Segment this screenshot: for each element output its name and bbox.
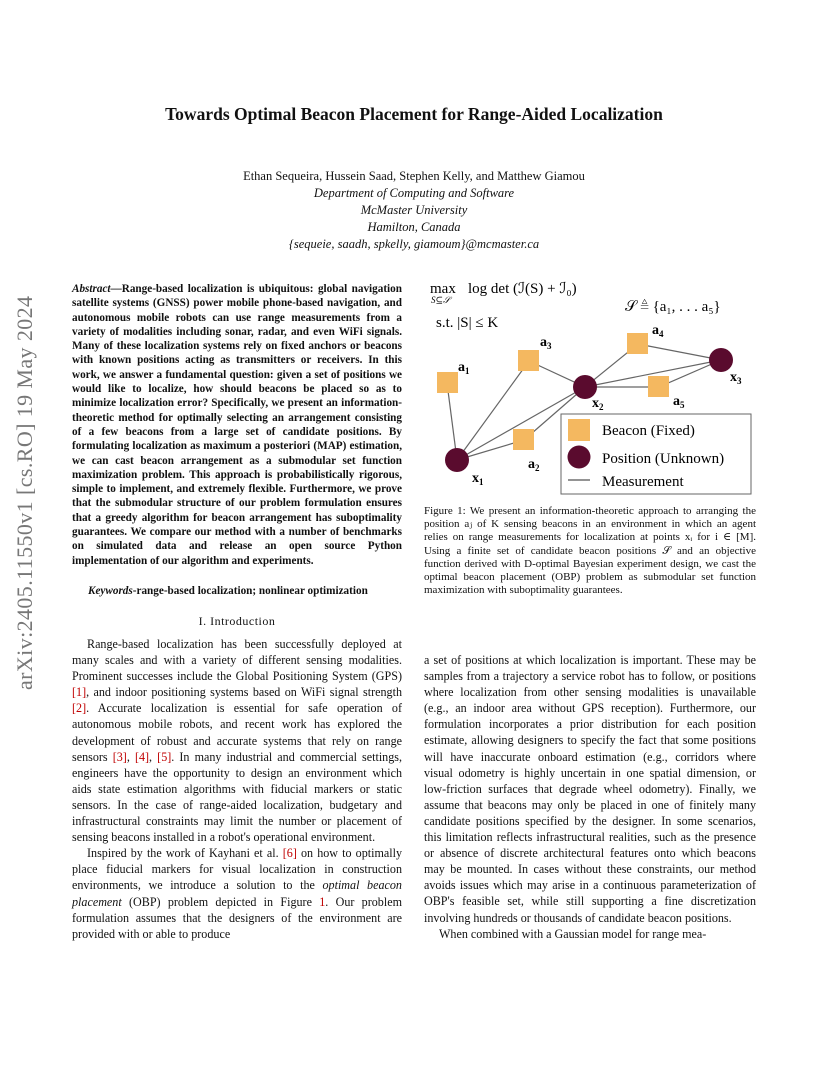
citation-link[interactable]: [1]	[72, 685, 87, 700]
intro-paragraph-4: When combined with a Gaussian model for range mea-	[439, 926, 707, 941]
intro-paragraph-2	[72, 845, 402, 942]
text-run: Range-based localization has been successfully deployed at many scales and with a variety of different sensing modalities. Prominent successes include the Global Positioning System (GPS)	[72, 637, 402, 684]
abstract-lead: Abstract	[72, 283, 111, 295]
legend-measurement-label: Measurement	[602, 474, 684, 490]
label-x1: $x_1$	[472, 471, 484, 487]
citation-link[interactable]: [6]	[282, 846, 297, 861]
objective-sub: S⊆𝒮	[431, 295, 451, 305]
beacon-a5	[648, 376, 669, 397]
legend-beacon-label: Beacon (Fixed)	[602, 423, 695, 439]
text-run: (OBP) problem depicted in Figure	[121, 894, 320, 909]
keywords-lead: Keywords	[88, 585, 133, 597]
citation-link[interactable]: [2]	[72, 701, 87, 716]
abstract-text: —Range-based localization is ubiquitous: global navigation satellite systems (GNSS) power mobile phone-based navigation, and autonomous mobile robots can use range measurements from a variety of modalities including sonar, radar, and even WiFi signals. Many of these localization systems rely on fixed anchors or beacons with known positions acting as transmitters or receivers. In this work, we answer a fundamental question: given a set of positions we would like to localize, how should beacons be placed so as to minimize localization error? Specifically, we present an information-theoretic method for optimally selecting an arrangement consisting of a few beacons from a large set of candidate positions. By formulating localization as maximum a posteriori (MAP) estimation, we can cast beacon arrangement as a submodular set function maximization problem. This approach is probabilistically rigorous, simple to implement, and extremely flexible. Furthermore, we prove that the submodular structure of our problem formulation ensures that a greedy algorithm for beacon arrangement has suboptimality guarantees. We compare our method with a number of benchmarks on simulated data and release an open source Python implementation of our algorithm and experiments.	[72, 283, 402, 567]
text-run: . Accurate localization is essential for safe operation of autonomous mobile robots, and recent work has explored the development of robust and accurate systems that rely on range sensors	[72, 701, 402, 764]
objective-expr: log det (ℐ(S) + ℐ₀)	[468, 281, 577, 297]
citation-link[interactable]: [4]	[134, 749, 150, 764]
text-run: Inspired by the work of Kayhani et al.	[87, 846, 283, 861]
beacon-a2	[513, 429, 534, 450]
figure-caption: Figure 1: We present an information-theoretic approach to arranging the position aⱼ of K sensing beacons in an environment in which an agent relies on range measurements for localization at points xᵢ for i ∈ [M]. Using a finite set of candidate beacon positions 𝒮 and an objective function derived with D-optimal Bayesian experiment design, we cast the optimal beacon placement (OBP) problem as submodular set function maximization with suboptimality guarantees.	[424, 505, 756, 597]
text-run: . In many industrial and commercial settings, engineers have the opportunity to design an environment which aids state estimation algorithms with fiducial markers or static sensors. In the case of range-aided localization, budgetary and infrastructural constraints may limit the number or placement of sensing beacons installed in a robot's operational environment.	[72, 749, 403, 845]
figure-1	[420, 272, 760, 502]
label-a4: $a_4$	[652, 323, 664, 339]
intro-column-right	[424, 652, 756, 942]
legend	[561, 414, 751, 494]
text-run: , and indoor positioning systems based on WiFi signal strength	[86, 685, 402, 700]
author-location: Hamilton, Canada	[367, 220, 461, 234]
intro-column-left	[72, 636, 402, 942]
paper-title: Towards Optimal Beacon Placement for Range-Aided Localization	[165, 104, 663, 124]
keywords-text: -range-based localization; nonlinear optimization	[132, 585, 368, 597]
label-x3: $x_3$	[730, 370, 742, 386]
author-department: Department of Computing and Software	[313, 186, 515, 200]
position-x3	[709, 348, 733, 372]
position-x1	[445, 448, 469, 472]
section-heading: I. Introduction	[198, 614, 276, 628]
beacon-a4	[627, 333, 648, 354]
label-x2: $x_2$	[592, 396, 604, 412]
citation-link[interactable]: [5]	[157, 749, 172, 764]
constraint: s.t. |S| ≤ K	[436, 315, 499, 331]
beacon-a3	[518, 350, 539, 371]
author-university: McMaster University	[360, 203, 468, 217]
beacon-a1	[437, 372, 458, 393]
figure-link[interactable]: 1	[319, 894, 326, 909]
abstract	[72, 282, 402, 568]
author-names: Ethan Sequeira, Hussein Saad, Stephen Kelly, and Matthew Giamou	[243, 169, 585, 183]
arxiv-stamp: arXiv:2405.11550v1 [cs.RO] 19 May 2024	[12, 295, 37, 690]
label-a2: $a_2$	[528, 457, 540, 473]
objective-max: max	[430, 281, 456, 297]
intro-paragraph-3: a set of positions at which localization is important. These may be samples from a trajectory a service robot has to follow, or positions where localization from other sensing modalities is unavailable (e.g., an indoor area without GPS reception). Furthermore, our formulation incorporates a prior distribution for each position estimate, allowing designers to specify the fact that some positions will have inaccurate onboard estimation (e.g., corridors where visual odometry is highly uncertain in one spatial dimension, or low-friction surfaces that degrade wheel odometry). Finally, we assume that beacons may only be placed in one of finitely many candidate positions specified by the designer. In some scenarios, this limitation reflects infrastructural realities, such as the presence or absence of discrete architectural features onto which beacons may be mounted. In cases without these constraints, our method avoids issues which may arise in a continuous parameterization of OBP's feasible set, while still supporting a fine discretization involving hundreds or thousands of candidate beacon positions.	[424, 653, 756, 925]
legend-position-swatch	[568, 446, 591, 469]
legend-position-label: Position (Unknown)	[602, 451, 725, 467]
intro-paragraph-1: Range-based localization has been successfully deployed at many scales and with a variety of different sensing modalities. Prominent successes include the Global Positioning System (GPS) [1], and indoor positioning systems based on WiFi signal strength [2]. Accurate localization is essential for safe operation of autonomous mobile robots, and recent work has explored the development of robust and accurate systems that rely on range sensors [3], [4], [5]. In many industrial and commercial settings, engineers have the opportunity to design an environment which aids state estimation algorithms with fiducial markers or static sensors. In the case of range-aided localization, budgetary and infrastructural constraints may limit the number or placement of sensing beacons installed in a robot's operational environment.	[72, 637, 403, 845]
text-run: . Our problem formulation assumes that the designers of the environment are provided with or able to produce	[72, 894, 402, 941]
emphasis: optimal beacon placement	[72, 878, 402, 909]
label-a3: $a_3$	[540, 335, 552, 351]
author-emails: {sequeie, saadh, spkelly, giamoum}@mcmaster.ca	[288, 237, 540, 251]
citation-link[interactable]: [3]	[112, 749, 127, 764]
keywords	[88, 585, 402, 597]
text-run: on how to optimally place fiducial markers for visual localization in construction environments, we introduce a solution to the	[72, 846, 402, 893]
legend-beacon-swatch	[568, 419, 590, 441]
author-block	[0, 168, 828, 253]
set-definition: 𝒮 ≜ {a₁, . . . a₅}	[625, 299, 721, 315]
label-a1: $a_1$	[458, 360, 470, 376]
label-a5: $a_5$	[673, 394, 685, 410]
